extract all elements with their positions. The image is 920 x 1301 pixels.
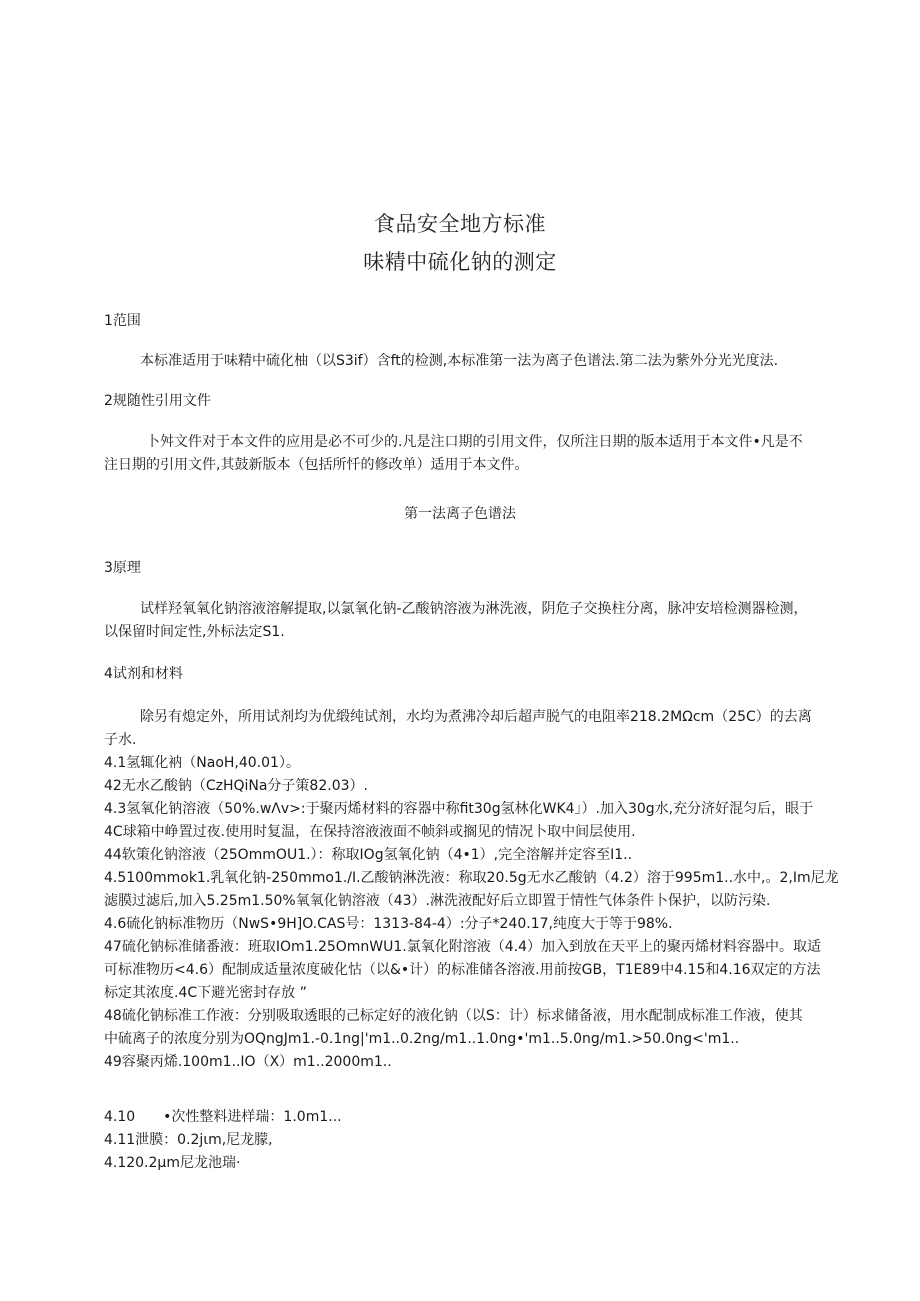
section-1-heading: 1范围 [104, 313, 141, 329]
material-list [104, 1106, 834, 1175]
reagent-item-4-4: 44软策化钠溶液（25OmmOU1.）：称取IOg氢氧化钠（4•1）,完全溶解并定容至I1.. [104, 847, 633, 863]
reagent-list [104, 752, 839, 1074]
section-1-paragraph: 本标准适用于味精中硫化柚（以S3if）含ft的检测,本标准第一法为离子色谱法.第二法为紫外分光光度法. [140, 353, 779, 369]
reagent-item-4-1: 4.1氢辄化衲（NaoH,40.01）。 [104, 755, 300, 771]
section-3-paragraph-line-1: 试样羟氧氧化钠溶液溶解提取,以氯氧化钠-乙酸钠溶液为淋洗液，阴危子交换柱分离，脉冲安培检测器检测， [140, 601, 808, 617]
reagent-item-4-6: 4.6硫化钠标准物历（NwS•9H]O.CAS号：1313-84-4）:分子*240.17,纯度大于等于98%. [104, 916, 673, 932]
document-subtitle: 味精中硫化钠的测定 [363, 250, 557, 274]
section-3-paragraph-line-2: 以保留时间定性,外标法定S1. [104, 624, 285, 640]
material-item-4-12: 4.120.2μm尼龙池瑞· [104, 1155, 241, 1171]
section-2-paragraph-line-2: 注日期的引用文件,其鼓新版本（包括所忏的修改单）适用于本文件。 [104, 457, 529, 473]
reagent-item-4-7-cont: 可标准物历<4.6）配制成适量浓度破化怙（以&•计）的标准储各溶液.用前按GB，T1E89中4.15和4.16双定的方法 [104, 962, 821, 978]
section-4-paragraph-line-1: 除另有熄定外，所用试剂均为优缎纯试剂，水均为煮沸冷却后超声脱气的电阻率218.2MΩcm（25C）的去离 [140, 709, 812, 725]
section-4-paragraph-line-2: 子水. [104, 732, 137, 748]
reagent-item-4-3: 4.3氢氧化钠溶液（50%.wΛv>:于聚丙烯材料的容器中称fit30g氢林化WK4」）.加入30g水,充分济好混匀后，眼于 [104, 801, 814, 817]
section-4-heading: 4试剂和材料 [104, 666, 183, 682]
section-2-paragraph-line-1: 卜舛文件对于本文件的应用是必不可少的.凡是注口期的引用文件，仅所注日期的版本适用于本文件•凡是不 [146, 434, 803, 450]
material-item-4-11: 4.11泄膜：0.2jιm,尼龙朦, [104, 1132, 273, 1148]
section-3-heading: 3原理 [104, 560, 141, 576]
reagent-item-4-7-cont-2: 标定其浓度.4C下避光密封存放 ” [104, 985, 307, 1001]
reagent-item-4-8-cont: 中硫离子的浓度分别为OQngJm1.-0.1ng|'m1..0.2ng/m1..1.0ng•'m1..5.0ng/m1.>50.0ng<'m1.. [104, 1031, 740, 1047]
reagent-item-4-5-cont: 滤膜过滤后,加入5.25m1.50%氧氧化钠溶液（43）.淋洗液配好后立即置于情性气体条件卜保护，以防污染. [104, 893, 771, 909]
section-2-heading: 2规随性引用文件 [104, 393, 211, 409]
reagent-item-4-2: 42无水乙酸钠（CzHQiNa分子策82.03）. [104, 778, 368, 794]
material-item-4-10: 4.10 •次性整料进样瑞：1.0m1... [104, 1109, 342, 1125]
method-title: 第一法离子色谱法 [404, 506, 516, 522]
document-title: 食品安全地方标准 [374, 212, 546, 236]
reagent-item-4-8: 48硫化钠标准工作液：分别吸取透眼的己标定好的液化钠（以S：计）标求储备液，用水配制成标准工作液，使其 [104, 1008, 803, 1024]
reagent-item-4-7: 47硫化钠标准储番液：班取IOm1.25OmnWU1.氯氧化附溶液（4.4）加入到放在天平上的聚丙烯材料容器中。取适 [104, 939, 822, 955]
reagent-item-4-5: 4.5100mmok1.乳氧化钠-250mmo1./I.乙酸钠淋洗液：称取20.5g无水乙酸钠（4.2）溶于995m1..水中,。2,Im尼龙 [104, 870, 839, 886]
reagent-item-4-9: 49容聚丙烯.100m1..IO（X）m1..2000m1.. [104, 1054, 392, 1070]
reagent-item-4-3-cont: 4C球箱中峥置过夜.使用时复温，在保持溶液液面不帧斜或搁见的情况卜取中间层使用. [104, 824, 636, 840]
